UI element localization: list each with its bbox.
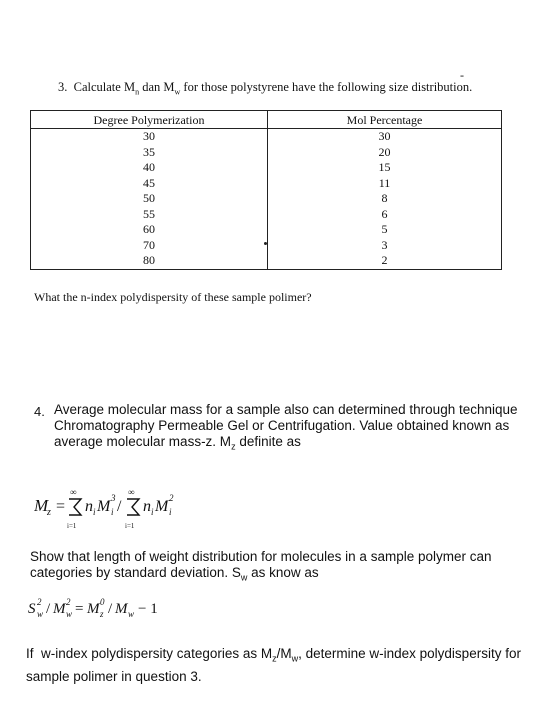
sum1-top: ∞ [70, 487, 77, 497]
formula2-m: M [53, 601, 66, 617]
cell-mol-percentage: 8 [268, 191, 502, 207]
table-row [31, 191, 502, 207]
header-degree-polymerization: Degree Polymerization [31, 111, 268, 129]
table-header-row [31, 111, 502, 129]
sum2-symbol [127, 499, 139, 515]
table-row [31, 253, 502, 269]
formula2-s-sub: w [37, 609, 44, 619]
cell-degree-polymerization: 80 [31, 253, 268, 269]
table-row [31, 238, 502, 254]
question-4-text: Average molecular mass for a sample also can determined through technique Chromatography Permeable Gel or Centrifugation. Value obtained known as average molecular mass-z. $M_z$ definite as [54, 402, 518, 452]
table-row [31, 176, 502, 192]
cell-mol-percentage: 20 [268, 145, 502, 161]
formula2-m-sup: 2 [66, 597, 71, 607]
formula2-mz-sup: 0 [100, 597, 105, 607]
table-row [31, 207, 502, 223]
table-row [31, 160, 502, 176]
cell-mol-percentage: 15 [268, 160, 502, 176]
sum1-bottom: i=1 [67, 522, 77, 530]
table-row [31, 145, 502, 161]
formula2-slash1: / [46, 601, 51, 617]
sum2-top: ∞ [128, 487, 135, 497]
size-distribution-table [30, 110, 502, 270]
n-index-question: What the n-index polydispersity of these sample polimer? [34, 290, 312, 304]
formula1-divider: / [117, 498, 122, 515]
formula1-lhs: M [34, 496, 49, 515]
formula2-mw-sub: w [128, 609, 135, 619]
question-3-text: 3. Calculate $M_n$ dan $M_w$ for those polystyrene have the following size distribution. [58, 80, 473, 97]
term-n2: n [143, 498, 151, 515]
term-m2: M [155, 498, 169, 515]
cell-mol-percentage: 3 [268, 238, 502, 254]
formula2-mz: M [87, 601, 100, 617]
table-row [31, 222, 502, 238]
formula2-s: S [28, 601, 36, 617]
term-n1: n [85, 498, 93, 515]
cell-mol-percentage: 6 [268, 207, 502, 223]
table-row [31, 129, 502, 145]
question-4-number: 4. [34, 404, 45, 419]
term-m1-sub: i [111, 507, 114, 517]
formula1-lhs-sub: z [47, 507, 51, 518]
formula2-s-sup: 2 [37, 597, 42, 607]
formula2-mz-sub: z [100, 609, 104, 619]
formula2-slash2: / [108, 601, 113, 617]
cell-mol-percentage: 11 [268, 176, 502, 192]
term-m2-sub: i [169, 507, 172, 517]
term-m1: M [97, 498, 111, 515]
header-mol-percentage: Mol Percentage [268, 111, 502, 129]
stray-mark: - [460, 68, 464, 82]
cell-degree-polymerization: 50 [31, 191, 268, 207]
formula2-minus-one: − 1 [138, 601, 158, 617]
cell-degree-polymerization: 60 [31, 222, 268, 238]
term-m2-sup: 2 [169, 493, 174, 503]
cell-mol-percentage: 5 [268, 222, 502, 238]
std-dev-text: Show that length of weight distribution for molecules in a sample polymer can categories by standard deviation. $S_w$ as know as [30, 549, 492, 583]
cell-degree-polymerization: 45 [31, 176, 268, 192]
formula2-mw: M [115, 601, 128, 617]
formula2-m-sub: w [66, 609, 73, 619]
w-index-text: If w-index polydispersity categories as $M_z/M_w$, determine w-index polydispersity for sample polimer in question 3. [26, 646, 521, 684]
sum1-symbol [69, 499, 81, 515]
table-body [31, 129, 502, 270]
cell-mol-percentage: 2 [268, 253, 502, 269]
formula2-eq: = [75, 601, 84, 617]
term-m1-sup: 3 [111, 493, 116, 503]
cell-degree-polymerization: 70 [31, 238, 268, 254]
stray-dot [264, 242, 267, 245]
cell-degree-polymerization: 55 [31, 207, 268, 223]
sw-formula [28, 595, 178, 625]
formula1-equals: = [56, 498, 66, 515]
mz-formula [34, 487, 234, 532]
cell-degree-polymerization: 40 [31, 160, 268, 176]
term-n1-sub: i [93, 507, 96, 517]
cell-mol-percentage: 30 [268, 129, 502, 145]
sum2-bottom: i=1 [125, 522, 135, 530]
term-n2-sub: i [151, 507, 154, 517]
cell-degree-polymerization: 30 [31, 129, 268, 145]
cell-degree-polymerization: 35 [31, 145, 268, 161]
